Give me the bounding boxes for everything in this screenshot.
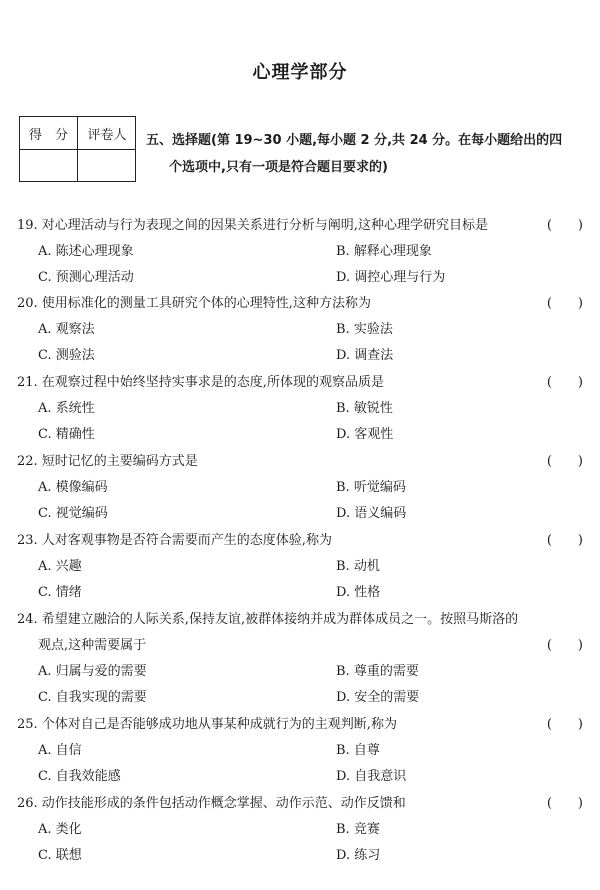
answer-paren: ( ) [546,796,583,811]
option-a: A. 兴趣 [38,559,82,574]
option-a: A. 类化 [38,822,82,837]
section-instruction [146,127,586,181]
option-a: A. 归属与爱的需要 [38,664,147,679]
option-b: B. 听觉编码 [336,480,406,495]
option-c: C. 自我效能感 [38,769,121,784]
option-c: C. 自我实现的需要 [38,690,147,705]
option-d: D. 性格 [336,585,381,600]
question-19 [17,213,583,291]
question-21 [17,370,583,448]
question-text: 19. 对心理活动与行为表现之间的因果关系进行分析与阐明,这种心理学研究目标是 [17,218,488,233]
grader-header: 评卷人 [87,128,127,143]
option-a: A. 陈述心理现象 [38,244,134,259]
page-title: 心理学部分 [252,62,348,83]
option-d: D. 调查法 [336,348,394,363]
option-a: A. 模像编码 [38,480,108,495]
question-23 [17,528,583,606]
question-stem [17,291,583,317]
question-stem [17,791,583,817]
option-b: B. 竞赛 [336,822,380,837]
question-stem-continued [17,633,583,659]
option-b: B. 尊重的需要 [336,664,419,679]
answer-paren: ( ) [546,454,583,469]
score-header: 得 分 [28,128,68,143]
question-stem [17,213,583,239]
option-c: C. 联想 [38,848,82,863]
question-stem [17,449,583,475]
instruction-line-1: 五、选择题(第 19~30 小题,每小题 2 分,共 24 分。在每小题给出的四 [146,133,563,148]
question-text-line-2: 观点,这种需要属于 [38,638,147,653]
option-c: C. 情绪 [38,585,82,600]
question-22 [17,449,583,527]
question-26 [17,791,583,869]
question-text: 21. 在观察过程中始终坚持实事求是的态度,所体现的观察品质是 [17,375,384,390]
option-c: C. 精确性 [38,427,95,442]
question-text: 25. 个体对自己是否能够成功地从事某种成就行为的主观判断,称为 [17,717,397,732]
option-d: D. 练习 [336,848,381,863]
option-b: B. 解释心理现象 [336,244,432,259]
option-a: A. 自信 [38,743,82,758]
question-text: 23. 人对客观事物是否符合需要而产生的态度体验,称为 [17,533,332,548]
option-b: B. 实验法 [336,322,393,337]
answer-paren: ( ) [546,717,583,732]
question-text: 22. 短时记忆的主要编码方式是 [17,454,198,469]
question-25 [17,712,583,790]
score-table [19,116,136,182]
question-stem [17,528,583,554]
option-c: C. 视觉编码 [38,506,108,521]
option-a: A. 观察法 [38,322,95,337]
question-text: 26. 动作技能形成的条件包括动作概念掌握、动作示范、动作反馈和 [17,796,406,811]
question-stem [17,712,583,738]
option-b: B. 自尊 [336,743,380,758]
answer-paren: ( ) [546,375,583,390]
option-c: C. 测验法 [38,348,95,363]
option-d: D. 客观性 [336,427,394,442]
question-stem [17,370,583,396]
question-text: 20. 使用标准化的测量工具研究个体的心理特性,这种方法称为 [17,296,371,311]
table-divider-horizontal [20,149,135,150]
answer-paren: ( ) [546,638,583,653]
question-20 [17,291,583,369]
question-24 [17,607,583,711]
question-stem [17,607,583,633]
option-c: C. 预测心理活动 [38,270,134,285]
answer-paren: ( ) [546,218,583,233]
option-d: D. 调控心理与行为 [336,270,446,285]
option-b: B. 动机 [336,559,380,574]
answer-paren: ( ) [546,533,583,548]
option-a: A. 系统性 [38,401,95,416]
question-text: 24. 希望建立融洽的人际关系,保持友谊,被群体接纳并成为群体成员之一。按照马斯洛的 [17,612,519,627]
option-d: D. 安全的需要 [336,690,420,705]
instruction-line-2: 个选项中,只有一项是符合题目要求的) [169,160,388,175]
answer-paren: ( ) [546,296,583,311]
option-d: D. 语义编码 [336,506,407,521]
option-b: B. 敏锐性 [336,401,393,416]
option-d: D. 自我意识 [336,769,407,784]
